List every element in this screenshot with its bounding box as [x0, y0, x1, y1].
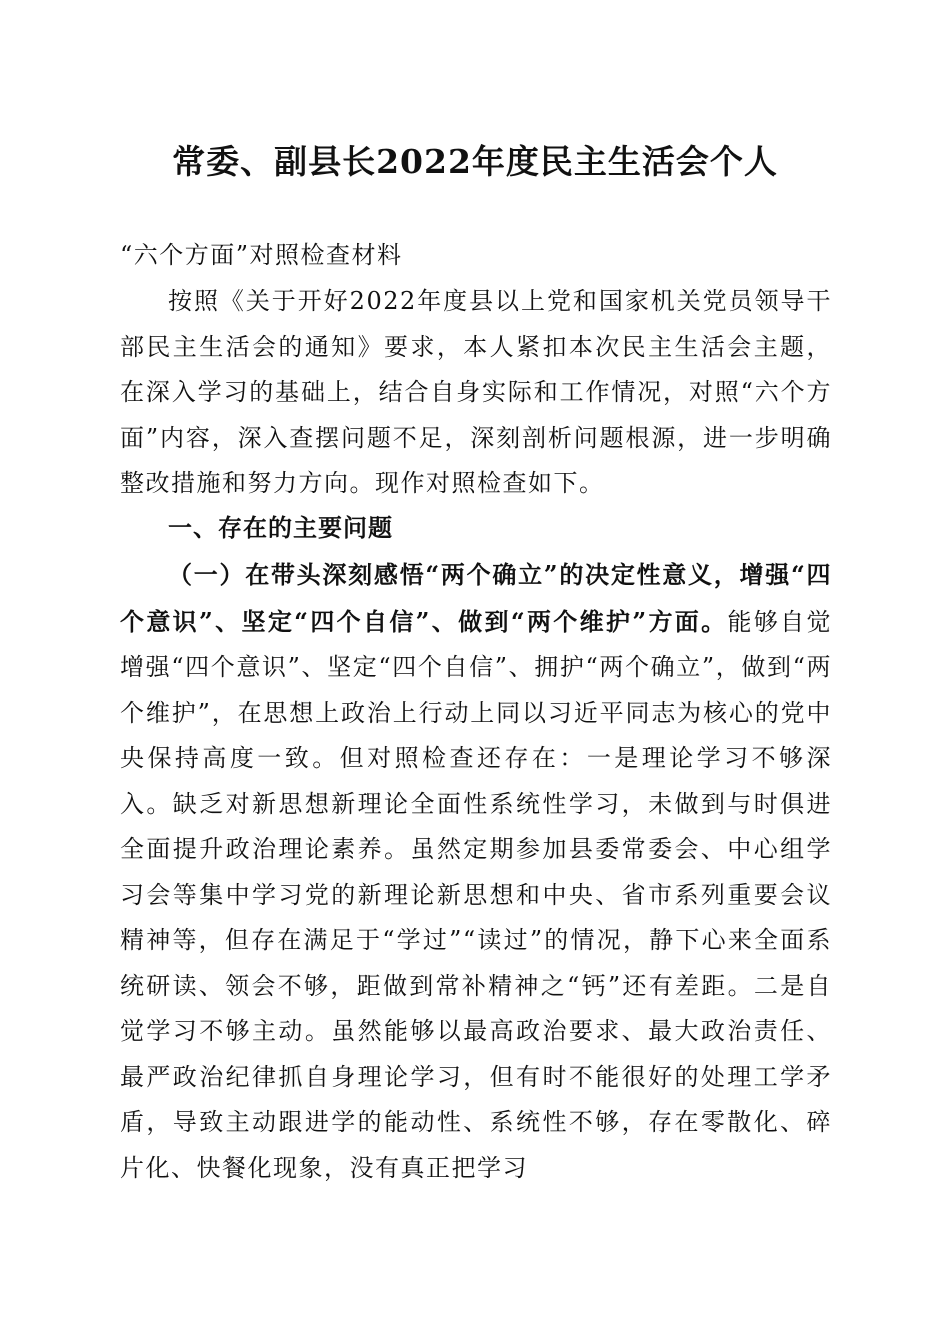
document-subtitle: “六个方面”对照检查材料	[120, 241, 403, 269]
intro-paragraph: 按照《关于开好2022年度县以上党和国家机关党员领导干部民主生活会的通知》要求，本人紧扣本次民主生活会主题，在深入学习的基础上，结合自身实际和工作情况，对照“六个方面”内容，深入查摆问题不足，深刻剖析问题根源，进一步明确整改措施和努力方向。现作对照检查如下。	[120, 287, 832, 497]
subsection-paragraph	[120, 552, 832, 1191]
subsection-body: 能够自觉增强“四个意识”、坚定“四个自信”、拥护“两个确立”，做到“两个维护”，在思想上政治上行动上同以习近平同志为核心的党中央保持高度一致。但对照检查还存在：一是理论学习不够深入。缺乏对新思想新理论全面性系统性学习，未做到与时俱进全面提升政治理论素养。虽然定期参加县委常委会、中心组学习会等集中学习党的新理论新思想和中央、省市系列重要会议精神等，但存在满足于“学过”“读过”的情况，静下心来全面系统研读、领会不够，距做到常补精神之“钙”还有差距。二是自觉学习不够主动。虽然能够以最高政治要求、最大政治责任、最严政治纪律抓自身理论学习，但有时不能很好的处理工学矛盾，导致主动跟进学的能动性、系统性不够，存在零散化、碎片化、快餐化现象，没有真正把学习	[120, 607, 832, 1182]
subsection-lead: （一）在带头深刻感悟“两个确立”的决定性意义，增强“四个意识”、坚定“四个自信”、做到“两个维护”方面。	[120, 560, 832, 636]
document-title: 常委、副县长2022年度民主生活会个人	[172, 142, 778, 181]
section-heading: 一、存在的主要问题	[168, 514, 393, 542]
